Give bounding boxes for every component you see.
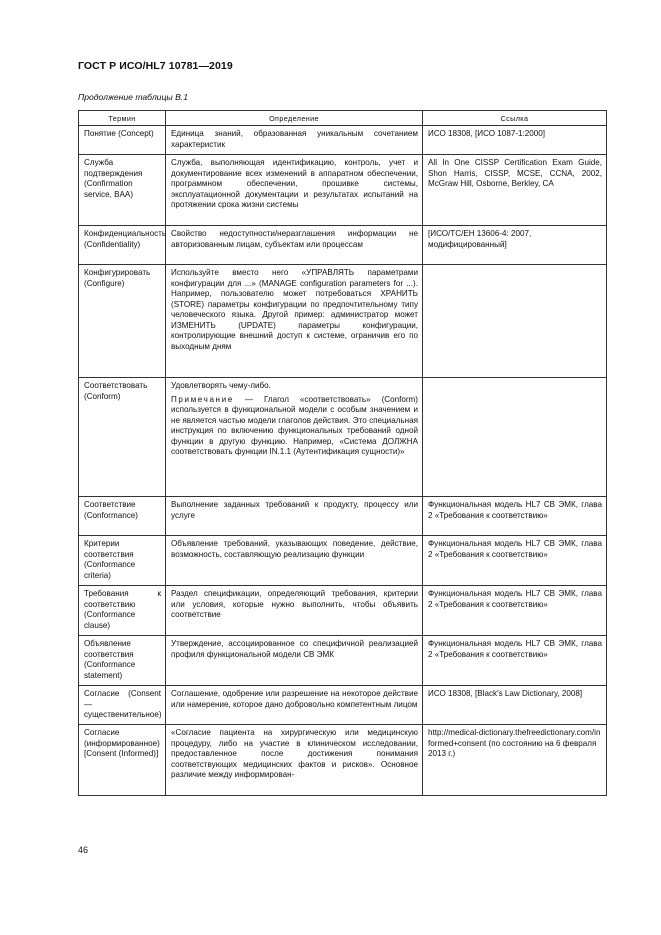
- reference-cell: Функциональная модель HL7 СВ ЭМК, глава 2 «Требования к соответствию»: [423, 536, 607, 586]
- term-cell: Согласие (Consent — существенительное): [79, 686, 166, 725]
- table-row: [79, 636, 607, 686]
- term-cell: Конфигурировать (Configure): [79, 265, 166, 378]
- term-cell: Служба подтверждения (Confirmation service, BAA): [79, 155, 166, 226]
- definition-cell: [166, 378, 423, 497]
- note-text: — Глагол «соответствовать» (Conform) используется в функциональной модели с особым значением и не является частью модели глаголов действия. Это специальная инструкция по включению функциональных требований одной функции в другую функцию. Например, «Система ДОЛЖНА соответствовать функции IN.1.1 (Аутентификация сущности)»: [171, 394, 418, 457]
- definition-cell: Утверждение, ассоциированное со специфичной реализацией профиля функциональной модели СВ ЭМК: [166, 636, 423, 686]
- table-row: [79, 686, 607, 725]
- term-cell: Конфиденциальность (Confidentiality): [79, 226, 166, 265]
- column-header-definition: Определение: [166, 111, 423, 126]
- column-header-reference: Ссылка: [423, 111, 607, 126]
- table-row: [79, 725, 607, 796]
- definition-cell: Раздел спецификации, определяющий требования, критерии или условия, которые нужно выполнить, чтобы объявить соответствие: [166, 586, 423, 636]
- reference-cell: Функциональная модель HL7 СВ ЭМК, глава 2 «Требования к соответствию»: [423, 636, 607, 686]
- page-number: 46: [78, 845, 89, 855]
- definition-cell: Служба, выполняющая идентификацию, контроль, учет и документирование всех изменений в аппаратном обеспечении, программном обеспечении, прошивке системы, эксплуатационной документации и результатах испытаний на протяжении срока жизни системы: [166, 155, 423, 226]
- reference-cell: [423, 265, 607, 378]
- term-cell: Требования к соответствию (Conformance clause): [79, 586, 166, 636]
- table-header-row: [79, 111, 607, 126]
- table-row: [79, 536, 607, 586]
- table-row: [79, 497, 607, 536]
- reference-cell: All In One CISSP Certification Exam Guide, Shon Harris, CISSP, MCSE, CCNA, 2002, McGraw Hill, Osborne, Berkley, CA: [423, 155, 607, 226]
- terms-table: [78, 110, 607, 796]
- table-row: [79, 155, 607, 226]
- term-cell: Соответствовать (Conform): [79, 378, 166, 497]
- reference-cell: ИСО 18308, [Black's Law Dictionary, 2008]: [423, 686, 607, 725]
- table-row: [79, 586, 607, 636]
- definition-cell: Соглашение, одобрение или разрешение на некоторое действие или намерение, которое дано добровольно компетентным лицом: [166, 686, 423, 725]
- reference-cell: [ИСО/ТС/ЕН 13606-4: 2007, модифицированный]: [423, 226, 607, 265]
- note-label: Примечание: [171, 394, 234, 404]
- definition-cell: Свойство недоступности/неразглашения информации не авторизованным лицам, субъектам или процессам: [166, 226, 423, 265]
- reference-cell: Функциональная модель HL7 СВ ЭМК, глава 2 «Требования к соответствию»: [423, 497, 607, 536]
- reference-cell: [423, 378, 607, 497]
- term-cell: Соответствие (Conformance): [79, 497, 166, 536]
- term-cell: Согласие (информированное) [Consent (Informed)]: [79, 725, 166, 796]
- table-row: [79, 126, 607, 155]
- column-header-term: Термин: [79, 111, 166, 126]
- definition-cell: Объявление требований, указывающих поведение, действие, возможность, составляющую реализацию функции: [166, 536, 423, 586]
- table-row: [79, 226, 607, 265]
- reference-cell: Функциональная модель HL7 СВ ЭМК, глава 2 «Требования к соответствию»: [423, 586, 607, 636]
- term-cell: Критерии соответствия (Conformance criteria): [79, 536, 166, 586]
- reference-cell: http://medical-dictionary.thefreedictionary.com/informed+consent (по состоянию на 6 февраля 2013 г.): [423, 725, 607, 796]
- definition-cell: «Согласие пациента на хирургическую или медицинскую процедуру, либо на участие в клиническом исследовании, предоставленное после достижения понимания соответствующих медицинских фактов и рисков». Основное различие между информирован-: [166, 725, 423, 796]
- note-paragraph: [171, 395, 418, 458]
- definition-text: Удовлетворять чему-либо.: [171, 381, 271, 390]
- definition-cell: Выполнение заданных требований к продукту, процессу или услуге: [166, 497, 423, 536]
- term-cell: Объявление соответствия (Conformance statement): [79, 636, 166, 686]
- document-header: ГОСТ Р ИСО/HL7 10781—2019: [78, 60, 233, 72]
- table-row: [79, 265, 607, 378]
- definition-cell: Используйте вместо него «УПРАВЛЯТЬ параметрами конфигурации для ...» (MANAGE configuration parameters for ...). Например, пользователю может потребоваться ХРАНИТЬ (STORE) параметры конфигурации по предпочтительному типу человеческого языка. Другой пример: администратор может ИЗМЕНИТЬ (UPDATE) параметры конфигурации, контролирующие внешний доступ к системе, ограничив его по выходным дням: [166, 265, 423, 378]
- definition-cell: Единица знаний, образованная уникальным сочетанием характеристик: [166, 126, 423, 155]
- reference-cell: ИСО 18308, [ИСО 1087-1:2000]: [423, 126, 607, 155]
- table-row: [79, 378, 607, 497]
- table-caption: Продолжение таблицы В.1: [78, 92, 188, 102]
- term-cell: Понятие (Concept): [79, 126, 166, 155]
